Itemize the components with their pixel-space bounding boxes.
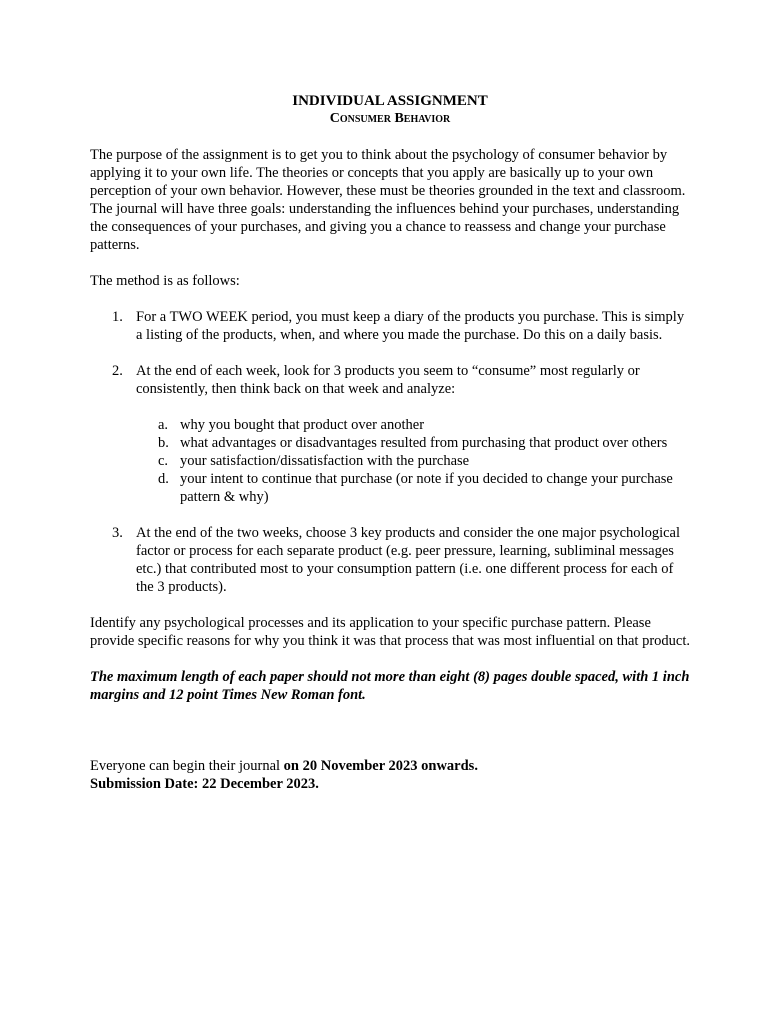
sub-item-d: [136, 470, 690, 506]
sub-item-b: [136, 434, 690, 452]
journal-start-date: on 20 November 2023 onwards.: [283, 758, 478, 774]
intro-paragraph: The purpose of the assignment is to get you to think about the psychology of consumer behavior by applying it to your own life. The theories or concepts that you apply are basically up to your own perception of your own behavior. However, these must be theories grounded in the text and classroom. The journal will have three goals: understanding the influences behind your purchases, understanding the consequences of your purchases, and giving you a chance to reassess and change your purchase patterns.: [90, 147, 686, 253]
step-number: 2.: [112, 363, 123, 379]
identify-paragraph: Identify any psychological processes and its application to your specific purchase pattern. Please provide specific reasons for why you think it was that process that was most influential on that product.: [90, 615, 691, 649]
step-text: For a TWO WEEK period, you must keep a diary of the products you purchase. This is simply a listing of the products, when, and where you made the purchase. Do this on a daily basis.: [136, 309, 685, 343]
analysis-sublist: [136, 416, 690, 506]
sub-item-text: your satisfaction/dissatisfaction with the purchase: [180, 453, 470, 469]
method-steps-list: [90, 308, 690, 596]
submission-date: Submission Date: 22 December 2023.: [90, 776, 319, 792]
length-requirement-note: The maximum length of each paper should not more than eight (8) pages double spaced, with 1 inch margins and 12 point Times New Roman font.: [90, 669, 690, 703]
step-item-1: [90, 308, 690, 344]
sub-item-c: [136, 452, 690, 470]
document-subtitle: Consumer Behavior: [329, 111, 451, 126]
journal-start-prefix: Everyone can begin their journal: [90, 758, 284, 774]
document-page: [90, 92, 690, 793]
sub-item-text: what advantages or disadvantages resulted from purchasing that product over others: [180, 435, 668, 451]
step-number: 3.: [112, 525, 123, 541]
step-item-2: [90, 362, 690, 506]
sub-item-text: your intent to continue that purchase (or note if you decided to change your purchase pattern & why): [180, 471, 673, 505]
document-title: INDIVIDUAL ASSIGNMENT: [292, 93, 488, 109]
sub-item-letter: a.: [158, 417, 169, 433]
step-number: 1.: [112, 309, 123, 325]
sub-item-text: why you bought that product over another: [180, 417, 425, 433]
sub-item-letter: b.: [158, 435, 169, 451]
journal-start-line: [90, 757, 690, 775]
sub-item-letter: c.: [158, 453, 169, 469]
sub-item-letter: d.: [158, 471, 169, 487]
step-item-3: [90, 524, 690, 596]
method-intro: The method is as follows:: [90, 273, 240, 289]
sub-item-a: [136, 416, 690, 434]
step-text: At the end of the two weeks, choose 3 key products and consider the one major psychological factor or process for each separate product (e.g. peer pressure, learning, subliminal messages etc.) that contributed most to your consumption pattern (i.e. one different process for each of the 3 products).: [136, 525, 681, 595]
step-text: At the end of each week, look for 3 products you seem to “consume” most regularly or consistently, then think back on that week and analyze:: [136, 363, 640, 397]
